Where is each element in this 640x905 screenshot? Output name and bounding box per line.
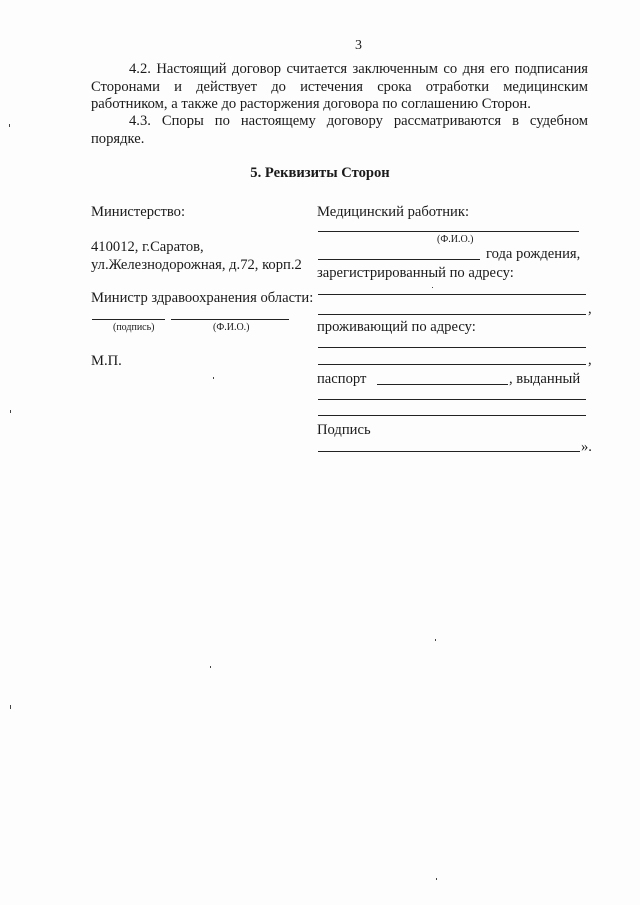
- residing-label: проживающий по адресу:: [317, 319, 476, 335]
- worker-signature-label: Подпись: [317, 422, 371, 438]
- ministry-address-line-2: ул.Железнодорожная, д.72, корп.2: [91, 257, 302, 273]
- seal-mark: М.П.: [91, 353, 122, 369]
- clause-4-3: [91, 113, 588, 148]
- worker-signature-line: [318, 451, 580, 452]
- scan-speck: [436, 878, 437, 880]
- minister-signature-line: [92, 319, 165, 320]
- worker-heading: Медицинский работник:: [317, 204, 470, 220]
- birth-year-line: [318, 259, 480, 260]
- clause-4-3-line-2: порядке.: [91, 130, 145, 147]
- scan-speck: [210, 666, 211, 668]
- birth-year-label: года рождения,: [486, 246, 581, 262]
- passport-number-line: [377, 384, 508, 385]
- closing-quote: ».: [581, 439, 592, 455]
- residing-address-line-2: [318, 364, 586, 365]
- scan-speck: [9, 124, 10, 127]
- clause-4-2-line-2: Сторонами и действует до истечения срока отработки медицинским: [91, 78, 588, 95]
- section-title: 5. Реквизиты Сторон: [250, 165, 390, 181]
- minister-label: Министр здравоохранения области:: [91, 290, 314, 306]
- clause-4-2: [91, 61, 588, 114]
- scan-speck: [435, 639, 436, 641]
- minister-signature-caption: (подпись): [113, 322, 155, 333]
- ministry-address-line-1: 410012, г.Саратов,: [91, 239, 204, 255]
- registered-address-line-1: [318, 294, 586, 295]
- passport-label: паспорт: [317, 371, 367, 387]
- registered-label: зарегистрированный по адресу:: [317, 265, 514, 281]
- scan-speck: [10, 410, 11, 413]
- worker-name-caption: (Ф.И.О.): [437, 234, 474, 245]
- issued-label: , выданный: [509, 371, 581, 387]
- scan-speck: [213, 377, 214, 379]
- issued-by-line-1: [318, 399, 586, 400]
- residing-comma: ,: [588, 352, 592, 368]
- residing-address-line-1: [318, 347, 586, 348]
- minister-name-line: [171, 319, 289, 320]
- clause-4-3-line-1: 4.3. Споры по настоящему договору рассматриваются в судебном: [129, 113, 588, 129]
- registered-address-line-2: [318, 314, 586, 315]
- ministry-heading: Министерство:: [91, 204, 186, 220]
- scan-speck: [432, 287, 433, 288]
- clause-4-2-line-1: 4.2. Настоящий договор считается заключенным со дня его подписания: [129, 61, 588, 77]
- page-number: 3: [355, 38, 362, 53]
- worker-name-line: [318, 231, 579, 232]
- issued-by-line-2: [318, 415, 586, 416]
- minister-name-caption: (Ф.И.О.): [213, 322, 250, 333]
- clause-4-2-line-3: работником, а также до расторжения договора по соглашению Сторон.: [91, 96, 531, 112]
- scan-speck: [10, 705, 11, 709]
- registered-comma: ,: [588, 301, 592, 317]
